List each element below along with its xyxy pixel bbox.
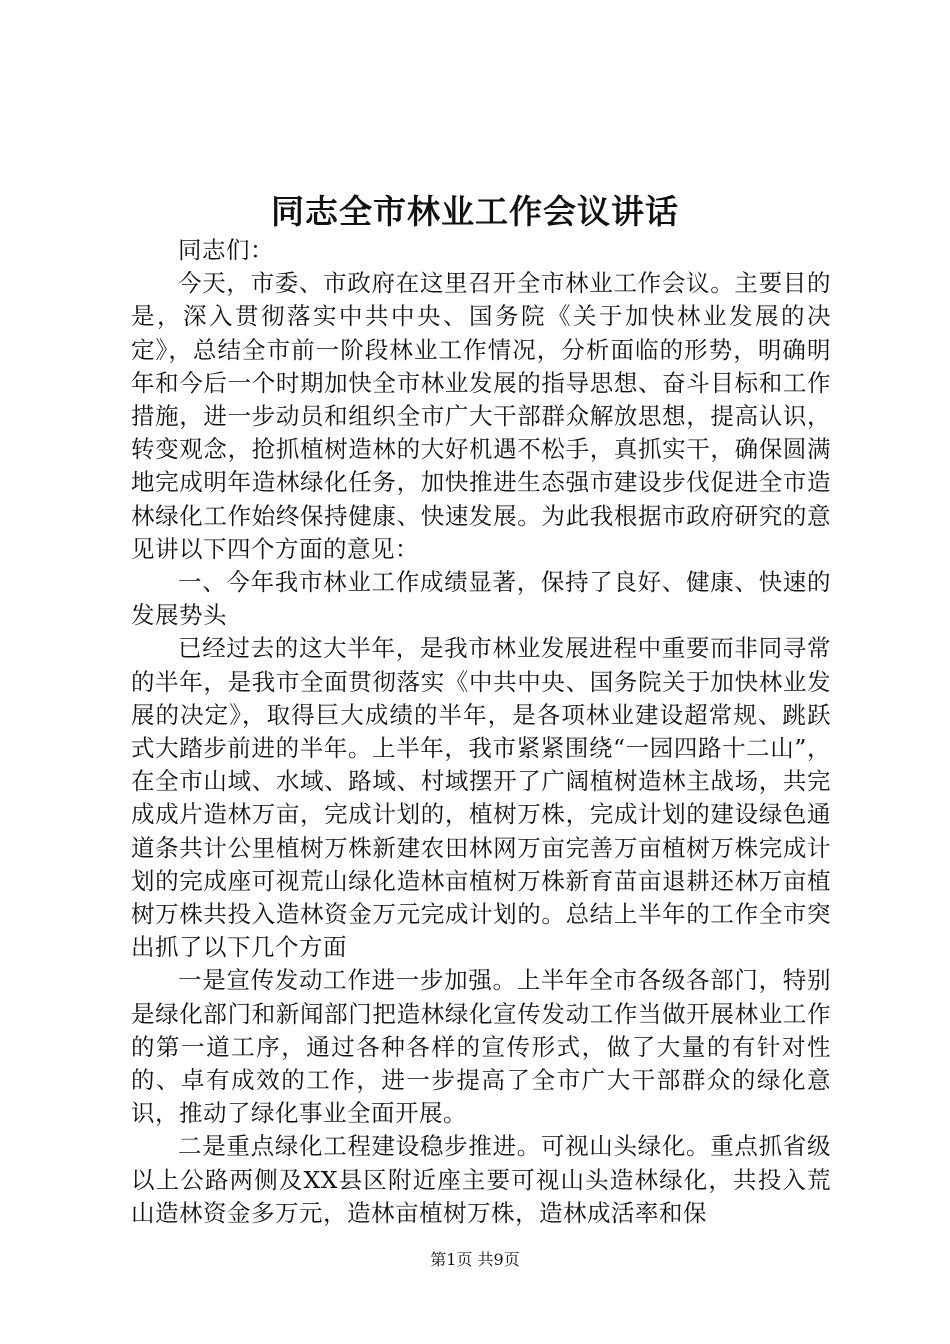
page-footer: 第1页 共9页: [430, 1250, 520, 1269]
salutation-paragraph: 同志们：: [178, 236, 274, 264]
body-paragraph: 已经过去的这大半年，是我市林业发展进程中重要而非同寻常的半年，是我市全面贯彻落实《中共中央、国务院关于加快林业发展的决定》，取得巨大成绩的半年，是各项林业建设超常规、跳跃式大踏步前进的半年。上半年，我市紧紧围绕“一园四路十二山”，在全市山域、水域、路域、村域摆开了广阔植树造林主战场，共完成成片造林万亩，完成计划的，植树万株，完成计划的建设绿色通道条共计公里植树万株新建农田林网万亩完善万亩植树万株完成计划的完成座可视荒山绿化造林亩植树万株新育苗亩退耕还林万亩植树万株共投入造林资金万元完成计划的。总结上半年的工作全市突出抓了以下几个方面: [131, 634, 831, 962]
body-paragraph: 一是宣传发动工作进一步加强。上半年全市各级各部门，特别是绿化部门和新闻部门把造林绿化宣传发动工作当做开展林业工作的第一道工序，通过各种各样的宣传形式，做了大量的有针对性的、卓有成效的工作，进一步提高了全市广大干部群众的绿化意识，推动了绿化事业全面开展。: [131, 966, 831, 1128]
body-paragraph: 二是重点绿化工程建设稳步推进。可视山头绿化。重点抓省级以上公路两侧及XX县区附近座主要可视山头造林绿化，共投入荒山造林资金多万元，造林亩植树万株，造林成活率和保: [131, 1132, 831, 1227]
document-title: 同志全市林业工作会议讲话: [271, 192, 679, 231]
section-heading-1: 一、今年我市林业工作成绩显著，保持了良好、健康、快速的发展势头: [131, 568, 831, 630]
document-body: [131, 234, 831, 1230]
intro-paragraph: 今天，市委、市政府在这里召开全市林业工作会议。主要目的是，深入贯彻落实中共中央、国务院《关于加快林业发展的决定》，总结全市前一阶段林业工作情况，分析面临的形势，明确明年和今后一个时期加快全市林业发展的指导思想、奋斗目标和工作措施，进一步动员和组织全市广大干部群众解放思想，提高认识，转变观念，抢抓植树造林的大好机遇不松手，真抓实干，确保圆满地完成明年造林绿化任务，加快推进生态强市建设步伐促进全市造林绿化工作始终保持健康、快速发展。为此我根据市政府研究的意见讲以下四个方面的意见：: [131, 269, 831, 563]
